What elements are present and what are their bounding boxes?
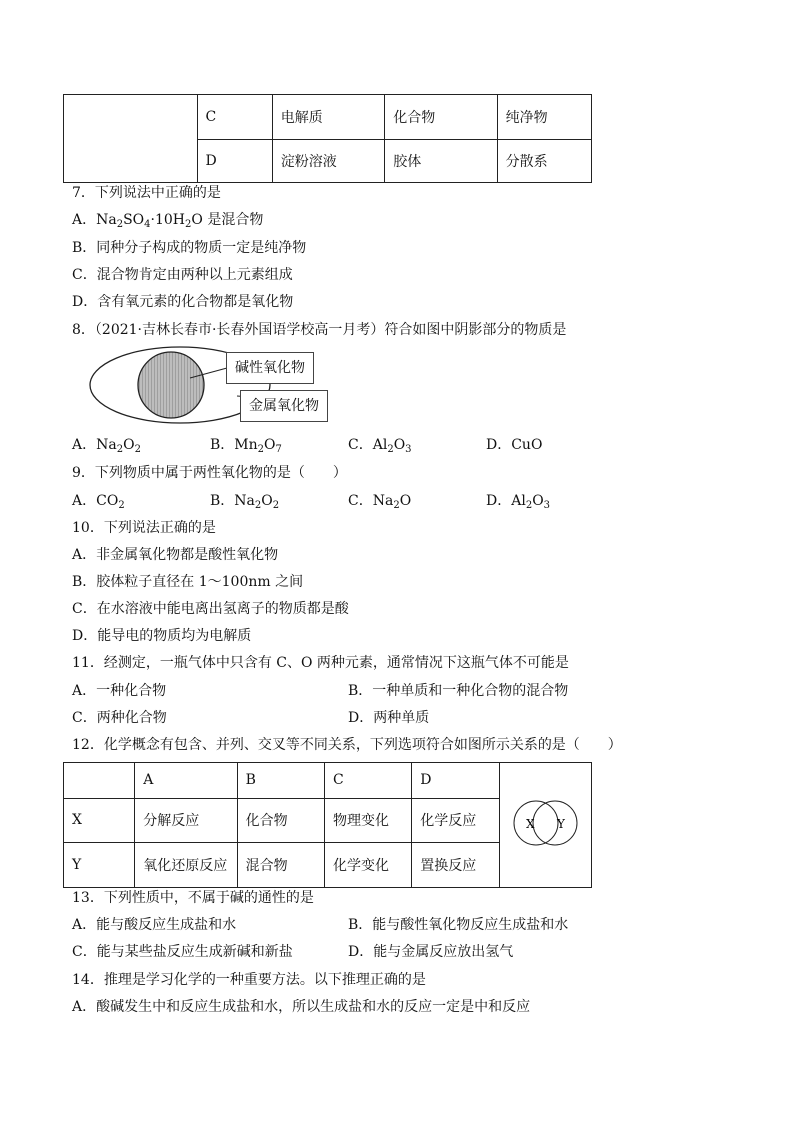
table-cell: D <box>197 140 272 183</box>
table-cell: C <box>197 95 272 140</box>
q14-stem: 14．推理是学习化学的一种重要方法。以下推理正确的是 <box>72 972 426 988</box>
venn-circle-y <box>533 801 577 845</box>
subscript: 2 <box>254 500 262 511</box>
formula-part: B．Mn <box>210 437 258 453</box>
table-cell: X <box>64 798 135 843</box>
subscript: 2 <box>116 444 124 455</box>
q10-option-d: D．能导电的物质均为电解质 <box>72 628 252 644</box>
table-header-cell: C <box>324 763 411 799</box>
subscript: 2 <box>272 500 280 511</box>
subscript: 2 <box>393 500 400 511</box>
table-cell: 化学变化 <box>324 843 411 888</box>
formula-part: A．CO <box>72 493 119 509</box>
formula-part: O <box>393 437 406 453</box>
shaded-circle <box>138 352 204 418</box>
table-cell: 化合物 <box>237 798 324 843</box>
q8-option-a <box>72 435 141 455</box>
table-header-cell: D <box>412 763 499 799</box>
formula-part: O <box>532 493 544 509</box>
subscript: 2 <box>387 444 394 455</box>
q7-option-d: D．含有氧元素的化合物都是氧化物 <box>72 294 294 310</box>
q14-option-a: A．酸碱发生中和反应生成盐和水，所以生成盐和水的反应一定是中和反应 <box>72 999 531 1015</box>
q10-option-c: C．在水溶液中能电离出氢离子的物质都是酸 <box>72 601 349 617</box>
q13-option-b: B．能与酸性氧化物反应生成盐和水 <box>348 917 569 933</box>
q13-option-d: D．能与金属反应放出氢气 <box>348 944 514 960</box>
classification-table <box>63 94 592 183</box>
q9-option-b <box>210 491 279 511</box>
q11-option-a: A．一种化合物 <box>72 683 167 699</box>
venn-cell <box>499 763 591 888</box>
formula-part: B．Na <box>210 493 255 509</box>
formula-part: O <box>123 437 135 453</box>
subscript: 2 <box>185 219 192 230</box>
q7-option-a <box>72 210 263 230</box>
q12-stem: 12．化学概念有包含、并列、交叉等不同关系，下列选项符合如图所示关系的是（ ） <box>72 737 622 753</box>
q10-option-b: B．胶体粒子直径在 1～100nm 之间 <box>72 574 304 590</box>
table-cell: 混合物 <box>237 843 324 888</box>
q11-stem: 11．经测定，一瓶气体中只含有 C、O 两种元素，通常情况下这瓶气体不可能是 <box>72 655 569 671</box>
formula-part: O <box>399 493 412 509</box>
table-header-cell: A <box>135 763 237 799</box>
blank-cell <box>64 95 198 183</box>
venn-label-y: Y <box>556 817 565 831</box>
table-cell: 化合物 <box>385 95 497 140</box>
q13-option-a: A．能与酸反应生成盐和水 <box>72 917 237 933</box>
table-cell: 置换反应 <box>412 843 499 888</box>
table-header-cell <box>64 763 135 799</box>
table-cell: Y <box>64 843 135 888</box>
label-metal-oxide: 金属氧化物 <box>240 390 328 422</box>
venn-diagram <box>500 763 591 883</box>
subscript: 3 <box>543 500 551 511</box>
formula-part: D．CuO <box>486 437 543 453</box>
subscript: 2 <box>134 444 141 455</box>
subscript: 7 <box>275 444 282 455</box>
q7-option-c: C．混合物肯定由两种以上元素组成 <box>72 267 293 283</box>
label-basic-oxide: 碱性氧化物 <box>226 352 314 384</box>
subscript: 2 <box>116 219 124 230</box>
formula-part: C．Na <box>348 493 394 509</box>
table-header-cell: B <box>237 763 324 799</box>
formula-part: D．Al <box>486 493 526 509</box>
table-cell: 电解质 <box>272 95 384 140</box>
formula-part: C．Al <box>348 437 388 453</box>
formula-part: O <box>261 493 273 509</box>
q7-stem: 7．下列说法中正确的是 <box>72 185 221 201</box>
q12-table <box>63 762 592 888</box>
formula-part: A．Na <box>72 212 117 228</box>
table-cell: 分散系 <box>497 140 591 183</box>
subscript: 4 <box>144 219 151 230</box>
q10-option-a: A．非金属氧化物都是酸性氧化物 <box>72 547 279 563</box>
table-cell: 淀粉溶液 <box>272 140 384 183</box>
q8-option-d <box>486 435 542 455</box>
q11-option-b: B．一种单质和一种化合物的混合物 <box>348 683 569 699</box>
q8-option-c <box>348 435 412 455</box>
table-cell: 分解反应 <box>135 798 237 843</box>
table-cell: 氧化还原反应 <box>135 843 237 888</box>
subscript: 3 <box>405 444 412 455</box>
subscript: 2 <box>257 444 265 455</box>
table-cell: 纯净物 <box>497 95 591 140</box>
formula-part: SO <box>123 212 145 228</box>
q11-option-c: C．两种化合物 <box>72 710 167 726</box>
q8-option-b <box>210 435 282 455</box>
venn-label-x: X <box>525 817 535 831</box>
formula-part: O <box>264 437 276 453</box>
q9-stem: 9．下列物质中属于两性氧化物的是（ ） <box>72 465 347 481</box>
q9-option-c <box>348 491 411 511</box>
q9-option-d <box>486 491 550 511</box>
venn-circle-x <box>514 801 558 845</box>
formula-part: O 是混合物 <box>191 212 264 228</box>
q8-stem: 8．（2021·吉林长春市·长春外国语学校高一月考）符合如图中阴影部分的物质是 <box>72 322 567 338</box>
q13-option-c: C．能与某些盐反应生成新碱和新盐 <box>72 944 293 960</box>
q11-option-d: D．两种单质 <box>348 710 430 726</box>
formula-part: A．Na <box>72 437 117 453</box>
subscript: 2 <box>118 500 125 511</box>
q9-option-a <box>72 491 125 511</box>
q13-stem: 13．下列性质中，不属于碱的通性的是 <box>72 890 314 906</box>
table-cell: 胶体 <box>385 140 497 183</box>
table-cell: 物理变化 <box>324 798 411 843</box>
subscript: 2 <box>525 500 533 511</box>
q7-option-b: B．同种分子构成的物质一定是纯净物 <box>72 240 307 256</box>
table-cell: 化学反应 <box>412 798 499 843</box>
formula-part: ·10H <box>150 212 186 228</box>
q10-stem: 10．下列说法正确的是 <box>72 520 216 536</box>
